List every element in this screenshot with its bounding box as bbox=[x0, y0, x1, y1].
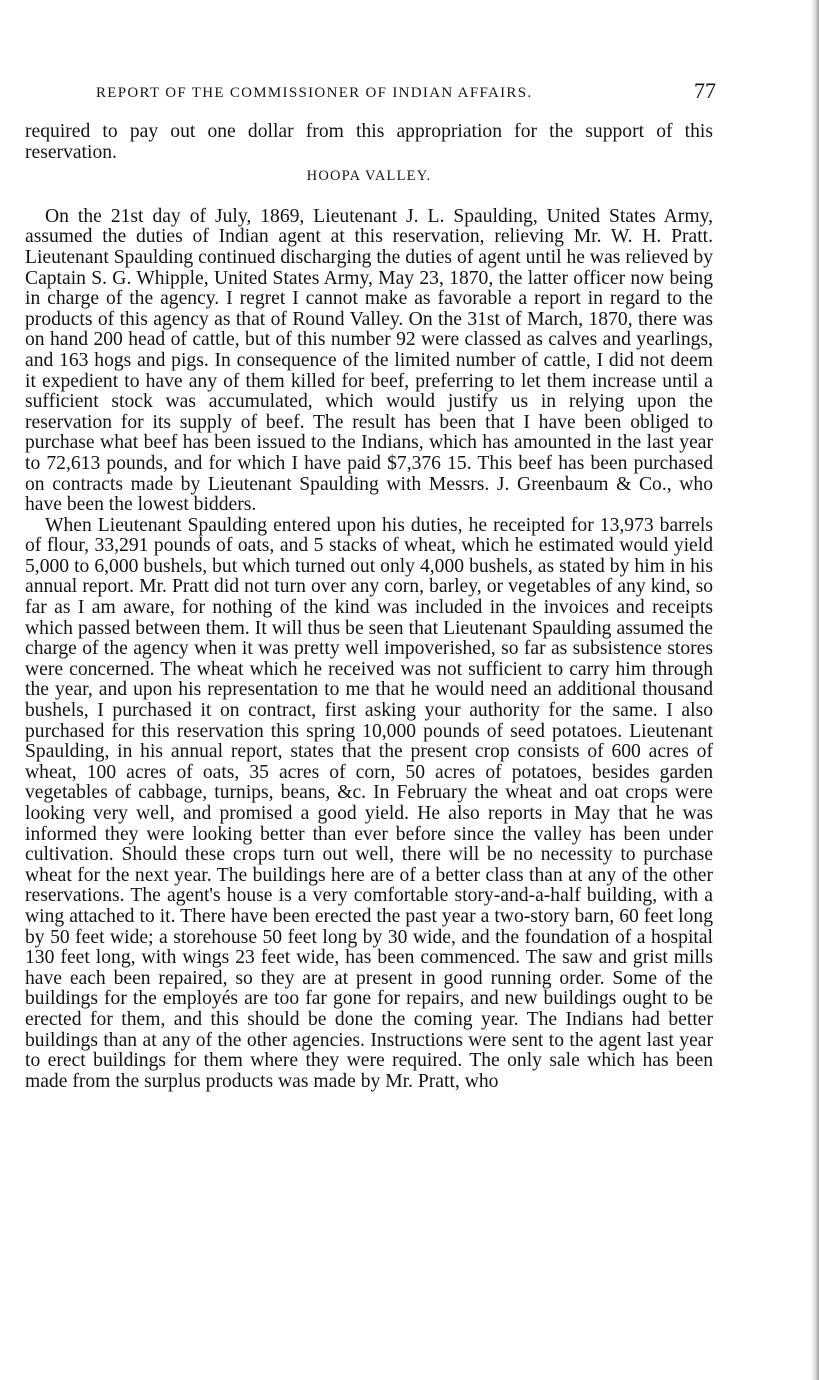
page-edge-shadow bbox=[811, 0, 819, 1380]
body-text bbox=[25, 122, 713, 1092]
section-heading: HOOPA VALLEY. bbox=[306, 168, 432, 185]
page-header bbox=[96, 78, 716, 106]
continued-paragraph: required to pay out one dollar from this appropriation for the support of this reservation. bbox=[25, 121, 713, 163]
page-number: 77 bbox=[694, 78, 716, 103]
running-head: REPORT OF THE COMMISSIONER OF INDIAN AFFAIRS. bbox=[96, 85, 533, 101]
paragraph-1: On the 21st day of July, 1869, Lieutenant J. L. Spaulding, United States Army, assumed the duties of Indian agent at this reservation, relieving Mr. W. H. Pratt. Lieutenant Spaulding continued discharging the duties of agent until he was relieved by Captain S. G. Whipple, United States Army, May 23, 1870, the latter officer now being in charge of the agency. I regret I cannot make as favorable a report in regard to the products of this agency as that of Round Valley. On the 31st of March, 1870, there was on hand 200 head of cattle, but of this number 92 were classed as calves and yearlings, and 163 hogs and pigs. In consequence of the limited number of cattle, I did not deem it expedient to have any of them killed for beef, preferring to let them increase until a sufficient stock was accumulated, which would justify us in relying upon the reservation for its supply of beef. The result has been that I have been obliged to purchase what beef has been issued to the Indians, which has amounted in the last year to 72,613 pounds, and for which I have paid $7,376 15. This beef has been purchased on contracts made by Lieutenant Spaulding with Messrs. J. Greenbaum & Co., who have been the lowest bidders. bbox=[25, 205, 713, 516]
paragraph-2: When Lieutenant Spaulding entered upon his duties, he receipted for 13,973 barrels of flour, 33,291 pounds of oats, and 5 stacks of wheat, which he estimated would yield 5,000 to 6,000 bushels, but which turned out only 4,000 bushels, as stated by him in his annual report. Mr. Pratt did not turn over any corn, barley, or vegetables of any kind, so far as I am aware, for nothing of the kind was included in the invoices and receipts which passed between them. It will thus be seen that Lieutenant Spaulding assumed the charge of the agency when it was pretty well impoverished, so far as subsistence stores were concerned. The wheat which he received was not sufficient to carry him through the year, and upon his representation to me that he would need an additional thousand bushels, I purchased it on contract, first asking your authority for the same. I also purchased for this reservation this spring 10,000 pounds of seed potatoes. Lieutenant Spaulding, in his annual report, states that the present crop consists of 600 acres of wheat, 100 acres of oats, 35 acres of corn, 50 acres of potatoes, besides garden vegetables of cabbage, turnips, beans, &c. In February the wheat and oat crops were looking very well, and promised a good yield. He also reports in May that he was informed they were looking better than ever before since the valley has been under cultivation. Should these crops turn out well, there will be no necessity to purchase wheat for the next year. The buildings here are of a better class than at any of the other reservations. The agent's house is a very comfortable story-and-a-half building, with a wing attached to it. There have been erected the past year a two-story barn, 60 feet long by 50 feet wide; a storehouse 50 feet long by 30 wide, and the foundation of a hospital 130 feet long, with wings 23 feet wide, has been commenced. The saw and grist mills have each been repaired, so they are at present in good running order. Some of the buildings for the employés are too far gone for repairs, and new buildings ought to be erected for them, and this should be done the coming year. The Indians had better buildings than at any of the other agencies. Instructions were sent to the agent last year to erect buildings for them where they were required. The only sale which has been made from the surplus products was made by Mr. Pratt, who bbox=[25, 514, 713, 1092]
